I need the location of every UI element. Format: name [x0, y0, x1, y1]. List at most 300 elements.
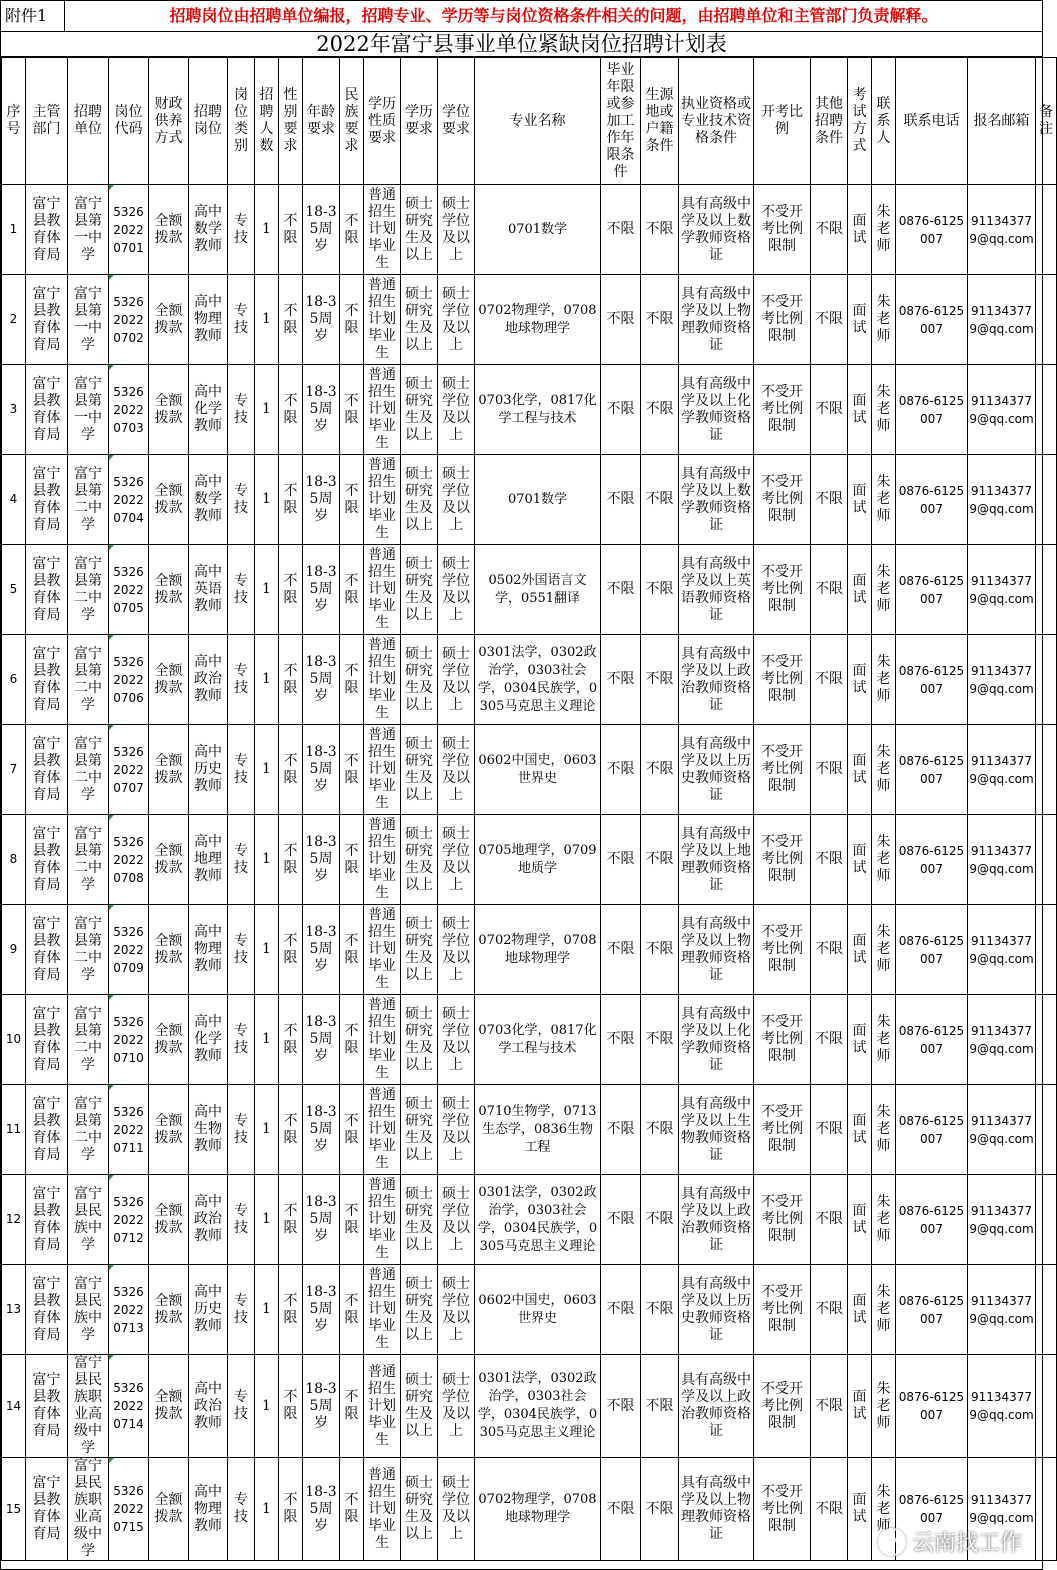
- cell-exam-ratio: 不受开考比例限制: [754, 1085, 811, 1175]
- cell-remark: [1036, 1175, 1057, 1265]
- cell-count: 1: [255, 995, 279, 1085]
- cell-employer: 富宁县民族职业高级中学: [68, 1355, 109, 1458]
- cell-years: 不限: [601, 185, 641, 275]
- cell-edu-nature: 普通招生计划毕业生: [364, 1355, 401, 1458]
- cell-education: 硕士研究生及以上: [401, 725, 438, 815]
- table-row: [2, 545, 1057, 635]
- cell-age: 18-35周岁: [303, 725, 340, 815]
- cell-education: 硕士研究生及以上: [401, 995, 438, 1085]
- table-row: [2, 995, 1057, 1085]
- cell-edu-nature: 普通招生计划毕业生: [364, 725, 401, 815]
- table-row: [2, 275, 1057, 365]
- cell-contact: 朱老师: [872, 275, 896, 365]
- header-post-category: 岗位类别: [228, 58, 255, 185]
- cell-degree: 硕士学位及以上: [438, 1085, 475, 1175]
- cell-seq: 15: [2, 1458, 26, 1561]
- cell-count: 1: [255, 635, 279, 725]
- cell-funding: 全额拨款: [149, 1355, 189, 1458]
- cell-marker: [109, 905, 114, 910]
- cell-employer: 富宁县第二中学: [68, 635, 109, 725]
- cell-qualification: 具有高级中学及以上化学教师资格证: [679, 365, 754, 455]
- cell-count: 1: [255, 275, 279, 365]
- cell-phone: 0876-6125007: [896, 1085, 968, 1175]
- cell-exam-ratio: 不受开考比例限制: [754, 725, 811, 815]
- cell-gender: 不限: [279, 545, 303, 635]
- cell-education: 硕士研究生及以上: [401, 185, 438, 275]
- cell-edu-nature: 普通招生计划毕业生: [364, 545, 401, 635]
- cell-qualification: 具有高级中学及以上数学教师资格证: [679, 185, 754, 275]
- cell-ethnicity: 不限: [340, 905, 364, 995]
- cell-degree: 硕士学位及以上: [438, 365, 475, 455]
- cell-ethnicity: 不限: [340, 635, 364, 725]
- cell-phone: 0876-6125007: [896, 995, 968, 1085]
- cell-email: 911343779@qq.com: [968, 1265, 1036, 1355]
- cell-post-category: 专技: [228, 905, 255, 995]
- cell-count: 1: [255, 185, 279, 275]
- header-email: 报名邮箱: [968, 58, 1036, 185]
- cell-ethnicity: 不限: [340, 1355, 364, 1458]
- cell-education: 硕士研究生及以上: [401, 815, 438, 905]
- cell-other: 不限: [811, 275, 848, 365]
- cell-origin: 不限: [641, 365, 679, 455]
- cell-qualification: 具有高级中学及以上物理教师资格证: [679, 275, 754, 365]
- cell-remark: [1036, 545, 1057, 635]
- cell-edu-nature: 普通招生计划毕业生: [364, 635, 401, 725]
- cell-contact: 朱老师: [872, 1085, 896, 1175]
- cell-education: 硕士研究生及以上: [401, 365, 438, 455]
- cell-funding: 全额拨款: [149, 365, 189, 455]
- cell-phone: 0876-6125007: [896, 815, 968, 905]
- cell-remark: [1036, 1265, 1057, 1355]
- cell-years: 不限: [601, 545, 641, 635]
- cell-email: 911343779@qq.com: [968, 815, 1036, 905]
- cell-remark: [1036, 275, 1057, 365]
- cell-degree: 硕士学位及以上: [438, 635, 475, 725]
- cell-post: 高中化学教师: [189, 995, 228, 1085]
- cell-funding: 全额拨款: [149, 725, 189, 815]
- cell-seq: 10: [2, 995, 26, 1085]
- cell-post: 高中历史教师: [189, 1265, 228, 1355]
- cell-funding: 全额拨款: [149, 1265, 189, 1355]
- table-row: [2, 635, 1057, 725]
- cell-edu-nature: 普通招生计划毕业生: [364, 1458, 401, 1561]
- cell-marker: [109, 815, 114, 820]
- cell-major: 0602中国史，0603世界史: [475, 1265, 601, 1355]
- cell-phone: 0876-6125007: [896, 1175, 968, 1265]
- cell-exam-ratio: 不受开考比例限制: [754, 995, 811, 1085]
- cell-count: 1: [255, 1355, 279, 1458]
- cell-degree: 硕士学位及以上: [438, 1265, 475, 1355]
- cell-seq: 14: [2, 1355, 26, 1458]
- cell-employer: 富宁县第一中学: [68, 185, 109, 275]
- cell-remark: [1036, 455, 1057, 545]
- cell-education: 硕士研究生及以上: [401, 905, 438, 995]
- cell-ethnicity: 不限: [340, 725, 364, 815]
- cell-other: 不限: [811, 1085, 848, 1175]
- cell-post-code: 53262022 0709: [109, 905, 149, 995]
- cell-years: 不限: [601, 275, 641, 365]
- cell-department: 富宁县教育体育局: [26, 545, 68, 635]
- header-exam-method: 考试方式: [848, 58, 872, 185]
- cell-post-code: 53262022 0713: [109, 1265, 149, 1355]
- table-row: [2, 1175, 1057, 1265]
- cell-years: 不限: [601, 725, 641, 815]
- cell-major: 0703化学，0817化学工程与技术: [475, 365, 601, 455]
- cell-post-code: 53262022 0714: [109, 1355, 149, 1458]
- cell-gender: 不限: [279, 905, 303, 995]
- cell-gender: 不限: [279, 275, 303, 365]
- cell-years: 不限: [601, 1265, 641, 1355]
- cell-marker: [109, 1175, 114, 1180]
- cell-post-code: 53262022 0704: [109, 455, 149, 545]
- cell-funding: 全额拨款: [149, 1085, 189, 1175]
- cell-exam-method: 面试: [848, 635, 872, 725]
- cell-degree: 硕士学位及以上: [438, 725, 475, 815]
- cell-years: 不限: [601, 995, 641, 1085]
- cell-gender: 不限: [279, 1265, 303, 1355]
- cell-education: 硕士研究生及以上: [401, 545, 438, 635]
- cell-post: 高中政治教师: [189, 1355, 228, 1458]
- cell-email: 911343779@qq.com: [968, 185, 1036, 275]
- cell-years: 不限: [601, 455, 641, 545]
- cell-department: 富宁县教育体育局: [26, 1265, 68, 1355]
- cell-contact: 朱老师: [872, 185, 896, 275]
- cell-post: 高中地理教师: [189, 815, 228, 905]
- cell-phone: 0876-6125007: [896, 725, 968, 815]
- cell-origin: 不限: [641, 995, 679, 1085]
- cell-ethnicity: 不限: [340, 1458, 364, 1561]
- cell-years: 不限: [601, 815, 641, 905]
- cell-ethnicity: 不限: [340, 275, 364, 365]
- cell-other: 不限: [811, 635, 848, 725]
- header-funding: 财政供养方式: [149, 58, 189, 185]
- notice-row: [1, 1, 1042, 32]
- cell-marker: [109, 365, 114, 370]
- header-post-code: 岗位代码: [109, 58, 149, 185]
- cell-post-code: 53262022 0702: [109, 275, 149, 365]
- cell-qualification: 具有高级中学及以上政治教师资格证: [679, 1175, 754, 1265]
- cell-exam-method: 面试: [848, 995, 872, 1085]
- table-header-row: [2, 58, 1057, 185]
- notice-text: 招聘岗位由招聘单位编报，招聘专业、学历等与岗位资格条件相关的问题，由招聘单位和主管部门负责解释。: [169, 6, 938, 25]
- cell-education: 硕士研究生及以上: [401, 1355, 438, 1458]
- cell-age: 18-35周岁: [303, 905, 340, 995]
- cell-employer: 富宁县第二中学: [68, 545, 109, 635]
- cell-qualification: 具有高级中学及以上政治教师资格证: [679, 1355, 754, 1458]
- cell-marker: [109, 545, 114, 550]
- cell-contact: 朱老师: [872, 455, 896, 545]
- cell-post-code: 53262022 0703: [109, 365, 149, 455]
- cell-phone: 0876-6125007: [896, 185, 968, 275]
- cell-qualification: 具有高级中学及以上生物教师资格证: [679, 1085, 754, 1175]
- cell-edu-nature: 普通招生计划毕业生: [364, 1085, 401, 1175]
- cell-ethnicity: 不限: [340, 365, 364, 455]
- cell-marker: [109, 635, 114, 640]
- cell-age: 18-35周岁: [303, 1085, 340, 1175]
- cell-exam-ratio: 不受开考比例限制: [754, 905, 811, 995]
- cell-post-code: 53262022 0711: [109, 1085, 149, 1175]
- cell-count: 1: [255, 1175, 279, 1265]
- cell-count: 1: [255, 1265, 279, 1355]
- cell-seq: 1: [2, 185, 26, 275]
- cell-post-code: 53262022 0710: [109, 995, 149, 1085]
- cell-gender: 不限: [279, 1175, 303, 1265]
- cell-major: 0705地理学，0709地质学: [475, 815, 601, 905]
- cell-exam-method: 面试: [848, 275, 872, 365]
- cell-post-category: 专技: [228, 365, 255, 455]
- cell-department: 富宁县教育体育局: [26, 365, 68, 455]
- cell-origin: 不限: [641, 1458, 679, 1561]
- cell-major: 0702物理学，0708地球物理学: [475, 1458, 601, 1561]
- cell-gender: 不限: [279, 185, 303, 275]
- cell-department: 富宁县教育体育局: [26, 725, 68, 815]
- cell-gender: 不限: [279, 365, 303, 455]
- cell-funding: 全额拨款: [149, 815, 189, 905]
- cell-exam-ratio: 不受开考比例限制: [754, 1175, 811, 1265]
- cell-employer: 富宁县第二中学: [68, 455, 109, 545]
- cell-edu-nature: 普通招生计划毕业生: [364, 1265, 401, 1355]
- cell-contact: 朱老师: [872, 1265, 896, 1355]
- cell-employer: 富宁县第一中学: [68, 275, 109, 365]
- cell-contact: 朱老师: [872, 365, 896, 455]
- cell-years: 不限: [601, 1175, 641, 1265]
- table-row: [2, 1265, 1057, 1355]
- cell-department: 富宁县教育体育局: [26, 1458, 68, 1561]
- cell-age: 18-35周岁: [303, 1175, 340, 1265]
- cell-origin: 不限: [641, 725, 679, 815]
- cell-remark: [1036, 995, 1057, 1085]
- cell-phone: 0876-6125007: [896, 275, 968, 365]
- cell-major: 0301法学，0302政治学，0303社会学，0304民族学，0305马克思主义理论: [475, 1175, 601, 1265]
- cell-age: 18-35周岁: [303, 545, 340, 635]
- cell-origin: 不限: [641, 1355, 679, 1458]
- cell-contact: 朱老师: [872, 815, 896, 905]
- cell-employer: 富宁县民族中学: [68, 1265, 109, 1355]
- cell-gender: 不限: [279, 1355, 303, 1458]
- cell-other: 不限: [811, 1265, 848, 1355]
- table-row: [2, 1355, 1057, 1458]
- cell-years: 不限: [601, 905, 641, 995]
- cell-post-category: 专技: [228, 275, 255, 365]
- cell-origin: 不限: [641, 275, 679, 365]
- cell-exam-method: 面试: [848, 455, 872, 545]
- cell-edu-nature: 普通招生计划毕业生: [364, 185, 401, 275]
- cell-post-category: 专技: [228, 725, 255, 815]
- cell-other: 不限: [811, 1458, 848, 1561]
- table-row: [2, 815, 1057, 905]
- cell-qualification: 具有高级中学及以上物理教师资格证: [679, 1458, 754, 1561]
- cell-employer: 富宁县第一中学: [68, 365, 109, 455]
- cell-employer: 富宁县民族中学: [68, 1175, 109, 1265]
- header-edu-nature: 学历性质要求: [364, 58, 401, 185]
- cell-department: 富宁县教育体育局: [26, 185, 68, 275]
- table-row: [2, 1085, 1057, 1175]
- cell-major: 0702物理学，0708地球物理学: [475, 905, 601, 995]
- cell-contact: 朱老师: [872, 545, 896, 635]
- cell-years: 不限: [601, 635, 641, 725]
- cell-qualification: 具有高级中学及以上物理教师资格证: [679, 905, 754, 995]
- cell-edu-nature: 普通招生计划毕业生: [364, 1175, 401, 1265]
- cell-exam-ratio: 不受开考比例限制: [754, 1265, 811, 1355]
- cell-origin: 不限: [641, 1175, 679, 1265]
- cell-remark: [1036, 1355, 1057, 1458]
- cell-post: 高中化学教师: [189, 365, 228, 455]
- cell-count: 1: [255, 365, 279, 455]
- cell-phone: 0876-6125007: [896, 545, 968, 635]
- cell-marker: [109, 275, 114, 280]
- cell-count: 1: [255, 905, 279, 995]
- cell-email: 911343779@qq.com: [968, 545, 1036, 635]
- cell-degree: 硕士学位及以上: [438, 815, 475, 905]
- cell-email: 911343779@qq.com: [968, 995, 1036, 1085]
- cell-email: 911343779@qq.com: [968, 1085, 1036, 1175]
- cell-count: 1: [255, 1085, 279, 1175]
- cell-phone: 0876-6125007: [896, 1265, 968, 1355]
- cell-gender: 不限: [279, 815, 303, 905]
- cell-ethnicity: 不限: [340, 995, 364, 1085]
- cell-contact: 朱老师: [872, 905, 896, 995]
- cell-gender: 不限: [279, 455, 303, 545]
- cell-qualification: 具有高级中学及以上地理教师资格证: [679, 815, 754, 905]
- cell-degree: 硕士学位及以上: [438, 1175, 475, 1265]
- cell-remark: [1036, 725, 1057, 815]
- cell-post: 高中数学教师: [189, 185, 228, 275]
- cell-exam-ratio: 不受开考比例限制: [754, 275, 811, 365]
- header-remark: 备注: [1036, 58, 1057, 185]
- cell-email: 911343779@qq.com: [968, 725, 1036, 815]
- cell-post: 高中历史教师: [189, 725, 228, 815]
- cell-edu-nature: 普通招生计划毕业生: [364, 905, 401, 995]
- cell-qualification: 具有高级中学及以上历史教师资格证: [679, 1265, 754, 1355]
- cell-other: 不限: [811, 185, 848, 275]
- cell-remark: [1036, 365, 1057, 455]
- cell-education: 硕士研究生及以上: [401, 1085, 438, 1175]
- cell-education: 硕士研究生及以上: [401, 1175, 438, 1265]
- cell-years: 不限: [601, 1355, 641, 1458]
- cell-seq: 9: [2, 905, 26, 995]
- cell-email: 911343779@qq.com: [968, 1175, 1036, 1265]
- cell-count: 1: [255, 545, 279, 635]
- cell-department: 富宁县教育体育局: [26, 815, 68, 905]
- cell-contact: 朱老师: [872, 1175, 896, 1265]
- cell-exam-method: 面试: [848, 1085, 872, 1175]
- cell-qualification: 具有高级中学及以上政治教师资格证: [679, 635, 754, 725]
- cell-ethnicity: 不限: [340, 455, 364, 545]
- cell-other: 不限: [811, 455, 848, 545]
- cell-age: 18-35周岁: [303, 1458, 340, 1561]
- cell-age: 18-35周岁: [303, 275, 340, 365]
- cell-major: 0702物理学，0708地球物理学: [475, 275, 601, 365]
- cell-origin: 不限: [641, 1265, 679, 1355]
- cell-ethnicity: 不限: [340, 1085, 364, 1175]
- cell-exam-method: 面试: [848, 815, 872, 905]
- cell-age: 18-35周岁: [303, 1355, 340, 1458]
- cell-degree: 硕士学位及以上: [438, 455, 475, 545]
- cell-marker: [109, 995, 114, 1000]
- cell-ethnicity: 不限: [340, 1265, 364, 1355]
- cell-age: 18-35周岁: [303, 995, 340, 1085]
- cell-funding: 全额拨款: [149, 1458, 189, 1561]
- cell-exam-method: 面试: [848, 905, 872, 995]
- cell-origin: 不限: [641, 545, 679, 635]
- cell-origin: 不限: [641, 815, 679, 905]
- cell-post-category: 专技: [228, 1085, 255, 1175]
- cell-exam-method: 面试: [848, 1175, 872, 1265]
- cell-remark: [1036, 1458, 1057, 1561]
- cell-seq: 4: [2, 455, 26, 545]
- cell-other: 不限: [811, 545, 848, 635]
- cell-post-category: 专技: [228, 1458, 255, 1561]
- cell-major: 0602中国史，0603世界史: [475, 725, 601, 815]
- header-education: 学历要求: [401, 58, 438, 185]
- cell-years: 不限: [601, 1458, 641, 1561]
- cell-exam-ratio: 不受开考比例限制: [754, 815, 811, 905]
- cell-phone: 0876-6125007: [896, 1355, 968, 1458]
- page-title: 2022年富宁县事业单位紧缺岗位招聘计划表: [1, 32, 1042, 57]
- header-degree: 学位要求: [438, 58, 475, 185]
- cell-department: 富宁县教育体育局: [26, 1085, 68, 1175]
- cell-funding: 全额拨款: [149, 905, 189, 995]
- cell-remark: [1036, 635, 1057, 725]
- header-origin: 生源地或户籍条件: [641, 58, 679, 185]
- cell-email: 911343779@qq.com: [968, 635, 1036, 725]
- cell-other: 不限: [811, 725, 848, 815]
- cell-remark: [1036, 815, 1057, 905]
- cell-marker: [109, 185, 114, 190]
- cell-seq: 8: [2, 815, 26, 905]
- cell-exam-ratio: 不受开考比例限制: [754, 455, 811, 545]
- cell-seq: 11: [2, 1085, 26, 1175]
- cell-phone: 0876-6125007: [896, 455, 968, 545]
- cell-seq: 7: [2, 725, 26, 815]
- cell-contact: 朱老师: [872, 995, 896, 1085]
- header-contact: 联系人: [872, 58, 896, 185]
- cell-remark: [1036, 905, 1057, 995]
- cell-phone: 0876-6125007: [896, 635, 968, 725]
- cell-exam-ratio: 不受开考比例限制: [754, 365, 811, 455]
- cell-degree: 硕士学位及以上: [438, 275, 475, 365]
- cell-education: 硕士研究生及以上: [401, 1265, 438, 1355]
- cell-education: 硕士研究生及以上: [401, 455, 438, 545]
- watermark-text: 云南找工作: [911, 1531, 1022, 1556]
- cell-funding: 全额拨款: [149, 1175, 189, 1265]
- cell-department: 富宁县教育体育局: [26, 1175, 68, 1265]
- cell-major: 0710生物学，0713生态学，0836生物工程: [475, 1085, 601, 1175]
- cell-phone: 0876-6125007: [896, 905, 968, 995]
- cell-exam-method: 面试: [848, 1355, 872, 1458]
- cell-ethnicity: 不限: [340, 185, 364, 275]
- cell-post-code: 53262022 0706: [109, 635, 149, 725]
- table-row: [2, 365, 1057, 455]
- cell-gender: 不限: [279, 1085, 303, 1175]
- cell-gender: 不限: [279, 635, 303, 725]
- cell-gender: 不限: [279, 725, 303, 815]
- cell-post-category: 专技: [228, 545, 255, 635]
- cell-seq: 12: [2, 1175, 26, 1265]
- header-years: 毕业年限或参加工作年限条件: [601, 58, 641, 185]
- cell-age: 18-35周岁: [303, 1265, 340, 1355]
- cell-major: 0301法学，0302政治学，0303社会学，0304民族学，0305马克思主义理论: [475, 1355, 601, 1458]
- cell-exam-method: 面试: [848, 365, 872, 455]
- header-other: 其他招聘条件: [811, 58, 848, 185]
- cell-funding: 全额拨款: [149, 545, 189, 635]
- cell-post: 高中物理教师: [189, 1458, 228, 1561]
- cell-gender: 不限: [279, 995, 303, 1085]
- cell-edu-nature: 普通招生计划毕业生: [364, 365, 401, 455]
- header-department: 主管部门: [26, 58, 68, 185]
- cell-seq: 3: [2, 365, 26, 455]
- cell-seq: 6: [2, 635, 26, 725]
